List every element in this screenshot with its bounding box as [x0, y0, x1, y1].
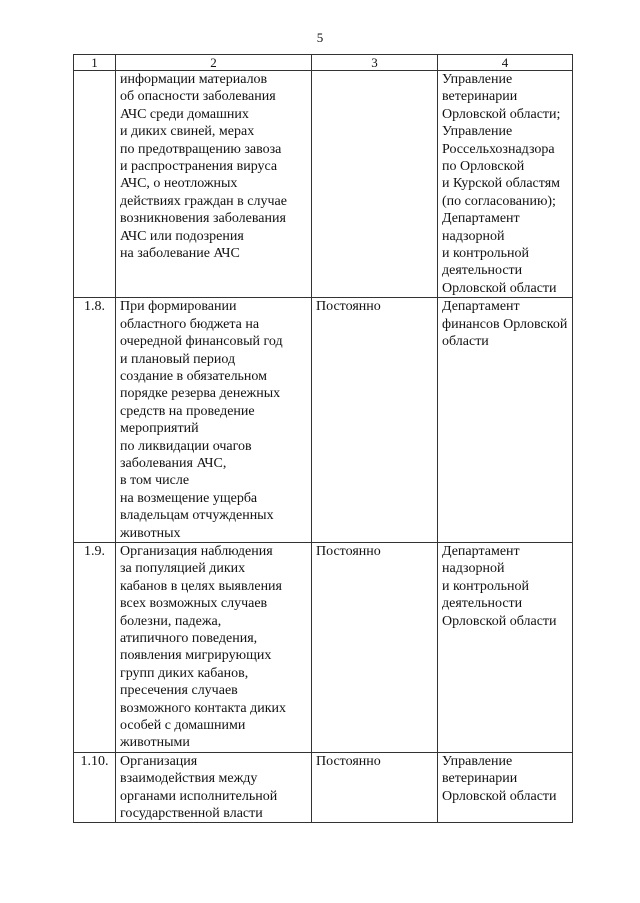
measure-text-line: животных: [120, 525, 181, 541]
header-cell-1: 1: [74, 55, 116, 71]
measure-text-line: заболевания АЧС,: [120, 455, 227, 471]
measure-description: [116, 752, 312, 823]
table-row: [74, 71, 573, 298]
measure-text-line: по предотвращению завоза: [120, 141, 282, 157]
responsible-text-line: Департамент: [442, 211, 520, 227]
measure-text-line: АЧС среди домашних: [120, 106, 249, 122]
measure-text-line: областного бюджета на: [120, 316, 260, 332]
item-number: [74, 71, 116, 298]
measure-text-line: групп диких кабанов,: [120, 665, 249, 681]
measure-text-line: АЧС или подозрения: [120, 228, 244, 244]
responsible-text-line: Россельхознадзора: [442, 141, 555, 157]
responsible-cell: [438, 542, 573, 752]
term-cell: [312, 71, 438, 298]
term-cell: Постоянно: [312, 298, 438, 543]
measure-text-line: всех возможных случаев: [120, 596, 268, 612]
measure-text-line: в том числе: [120, 473, 190, 489]
header-cell-4: 4: [438, 55, 573, 71]
measure-text-line: на возмещение ущерба: [120, 490, 258, 506]
measure-text-line: и диких свиней, мерах: [120, 124, 255, 140]
responsible-text-line: надзорной: [442, 561, 505, 577]
measure-text-line: и распространения вируса: [120, 159, 278, 175]
measure-text-line: болезни, падежа,: [120, 613, 222, 629]
table-row: [74, 298, 573, 543]
responsible-text-line: Департамент: [442, 543, 520, 559]
responsible-text-line: деятельности: [442, 263, 523, 279]
term-cell: Постоянно: [312, 542, 438, 752]
measure-text-line: владельцам отчужденных: [120, 508, 274, 524]
item-number: 1.9.: [74, 542, 116, 752]
header-cell-3: 3: [312, 55, 438, 71]
measure-text-line: государственной власти: [120, 806, 263, 822]
measure-description: [116, 298, 312, 543]
responsible-cell: [438, 71, 573, 298]
item-number: 1.10.: [74, 752, 116, 823]
responsible-text-line: финансов Орловской: [442, 316, 568, 332]
measure-text-line: особей с домашними: [120, 718, 246, 734]
measure-text-line: создание в обязательном: [120, 368, 268, 384]
responsible-text-line: Управление: [442, 124, 513, 140]
measure-text-line: средств на проведение: [120, 403, 255, 419]
measures-table: [73, 54, 573, 823]
measure-description: [116, 71, 312, 298]
measure-text-line: информации материалов: [120, 72, 268, 87]
measure-text-line: мероприятий: [120, 421, 199, 437]
measure-text-line: Организация: [120, 753, 198, 769]
responsible-text-line: по Орловской: [442, 159, 525, 175]
measure-text-line: возникновения заболевания: [120, 211, 286, 227]
measure-text-line: и плановый период: [120, 351, 236, 367]
measure-text-line: органами исполнительной: [120, 788, 278, 804]
measure-text-line: кабанов в целях выявления: [120, 578, 282, 594]
responsible-text-line: (по согласованию);: [442, 193, 556, 209]
responsible-text-line: Орловской области: [442, 280, 557, 296]
measure-text-line: пресечения случаев: [120, 683, 238, 699]
measure-text-line: взаимодействия между: [120, 771, 258, 787]
responsible-text-line: ветеринарии: [442, 771, 518, 787]
table-header-row: [74, 55, 573, 71]
responsible-text-line: ветеринарии: [442, 89, 518, 105]
measure-text-line: возможного контакта диких: [120, 700, 287, 716]
measure-text-line: действиях граждан в случае: [120, 193, 287, 209]
measure-text-line: животными: [120, 735, 190, 751]
responsible-text-line: деятельности: [442, 596, 523, 612]
responsible-text-line: Управление: [442, 753, 513, 769]
term-cell: Постоянно: [312, 752, 438, 823]
measure-text-line: АЧС, о неотложных: [120, 176, 238, 192]
measure-text-line: очередной финансовый год: [120, 334, 283, 350]
responsible-cell: [438, 298, 573, 543]
measure-text-line: появления мигрирующих: [120, 648, 272, 664]
responsible-text-line: и Курской областям: [442, 176, 560, 192]
responsible-text-line: Орловской области: [442, 613, 557, 629]
responsible-text-line: Департамент: [442, 299, 520, 315]
responsible-text-line: и контрольной: [442, 246, 530, 262]
measure-text-line: Организация наблюдения: [120, 543, 273, 559]
measure-text-line: по ликвидации очагов: [120, 438, 252, 454]
header-cell-2: 2: [116, 55, 312, 71]
measure-text-line: порядке резерва денежных: [120, 386, 281, 402]
page-number: 5: [316, 30, 324, 45]
table-row: [74, 752, 573, 823]
responsible-text-line: области: [442, 334, 489, 350]
measure-description: [116, 542, 312, 752]
measure-text-line: атипичного поведения,: [120, 631, 258, 646]
table-row: [74, 542, 573, 752]
measure-text-line: При формировании: [120, 299, 237, 315]
responsible-text-line: и контрольной: [442, 578, 530, 594]
responsible-text-line: Орловской области;: [442, 106, 561, 122]
responsible-text-line: Орловской области: [442, 788, 557, 804]
measure-text-line: об опасности заболевания: [120, 89, 276, 105]
measure-text-line: на заболевание АЧС: [120, 246, 240, 262]
responsible-cell: [438, 752, 573, 823]
responsible-text-line: Управление: [442, 72, 513, 87]
responsible-text-line: надзорной: [442, 228, 505, 244]
item-number: 1.8.: [74, 298, 116, 543]
measure-text-line: за популяцией диких: [120, 561, 246, 577]
